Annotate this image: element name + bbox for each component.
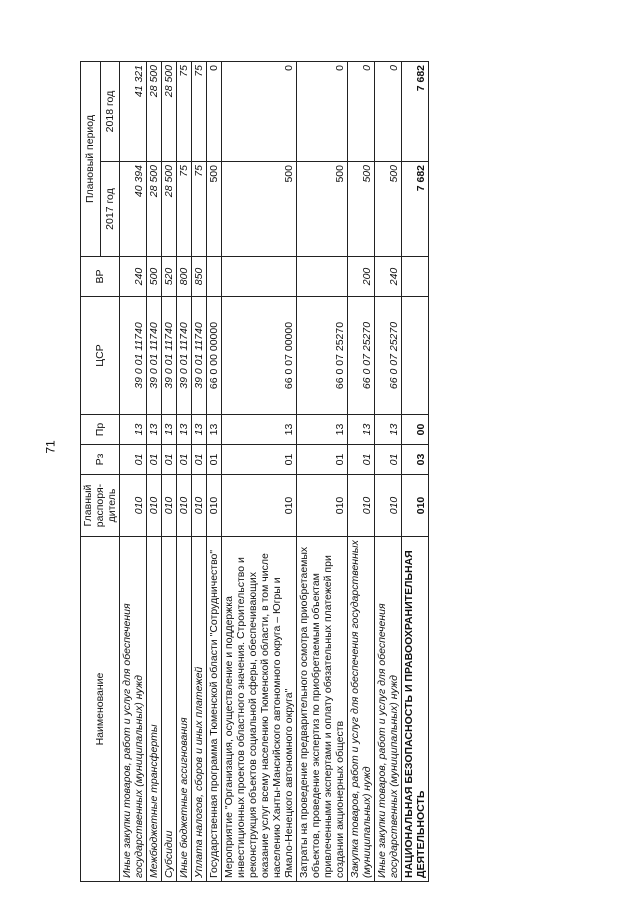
cell-rz: 01	[147, 445, 162, 475]
cell-y2017: 500	[297, 162, 348, 257]
cell-pr: 00	[402, 415, 429, 445]
cell-y2018: 75	[177, 62, 192, 162]
rotated-page	[80, 62, 560, 882]
cell-y2018: 41 321	[120, 62, 147, 162]
cell-csr: 39 0 01 11740	[192, 297, 207, 415]
cell-admin: 010	[207, 475, 222, 537]
cell-csr: 66 0 00 00000	[207, 297, 222, 415]
table-row	[348, 62, 375, 882]
cell-vr	[297, 257, 348, 297]
cell-y2018: 0	[375, 62, 402, 162]
cell-admin: 010	[177, 475, 192, 537]
cell-rz: 01	[162, 445, 177, 475]
cell-y2017: 500	[375, 162, 402, 257]
cell-name: Закупка товаров, работ и услуг для обеспечения государственных (муниципальных) нужд	[348, 537, 375, 882]
cell-name: НАЦИОНАЛЬНАЯ БЕЗОПАСНОСТЬ И ПРАВООХРАНИТЕЛЬНАЯ ДЕЯТЕЛЬНОСТЬ	[402, 537, 429, 882]
cell-admin: 010	[192, 475, 207, 537]
cell-y2017: 75	[192, 162, 207, 257]
cell-pr: 13	[192, 415, 207, 445]
cell-admin: 010	[222, 475, 297, 537]
cell-y2018: 28 500	[147, 62, 162, 162]
cell-vr: 240	[120, 257, 147, 297]
table-row	[375, 62, 402, 882]
cell-vr	[402, 257, 429, 297]
table-row	[162, 62, 177, 882]
cell-csr: 39 0 01 11740	[177, 297, 192, 415]
cell-admin: 010	[120, 475, 147, 537]
cell-pr: 13	[348, 415, 375, 445]
cell-admin: 010	[297, 475, 348, 537]
table-row	[297, 62, 348, 882]
cell-admin: 010	[147, 475, 162, 537]
cell-y2017: 28 500	[162, 162, 177, 257]
cell-y2018: 28 500	[162, 62, 177, 162]
cell-pr: 13	[147, 415, 162, 445]
table-row	[192, 62, 207, 882]
header-2018: 2018 год	[100, 62, 120, 162]
cell-vr	[222, 257, 297, 297]
cell-y2017: 500	[348, 162, 375, 257]
header-pr: Пр	[81, 415, 120, 445]
cell-name: Государственная программа Тюменской области "Сотрудничество"	[207, 537, 222, 882]
cell-name: Уплата налогов, сборов и иных платежей	[192, 537, 207, 882]
cell-vr: 520	[162, 257, 177, 297]
cell-y2017: 75	[177, 162, 192, 257]
cell-csr	[402, 297, 429, 415]
cell-y2018: 0	[297, 62, 348, 162]
cell-y2018: 7 682	[402, 62, 429, 162]
cell-name: Межбюджетные трансферты	[147, 537, 162, 882]
header-2017: 2017 год	[100, 162, 120, 257]
cell-admin: 010	[402, 475, 429, 537]
budget-table	[80, 61, 429, 882]
cell-y2017: 500	[207, 162, 222, 257]
cell-rz: 01	[177, 445, 192, 475]
cell-rz: 03	[402, 445, 429, 475]
cell-csr: 39 0 01 11740	[120, 297, 147, 415]
cell-csr: 39 0 01 11740	[147, 297, 162, 415]
cell-pr: 13	[375, 415, 402, 445]
cell-rz: 01	[120, 445, 147, 475]
cell-y2017: 40 394	[120, 162, 147, 257]
cell-vr: 800	[177, 257, 192, 297]
cell-rz: 01	[375, 445, 402, 475]
header-vr: ВР	[81, 257, 120, 297]
cell-name: Мероприятие "Организация, осуществление и поддержка инвестиционных проектов областного значения. Строительство и реконструкция объектов социальной сферы, обеспечивающих оказание услуг всему населению Тюменской области, в том числе населению Ханты-Мансийского автономного округа – Югры и Ямало-Ненецкого автономного округа"	[222, 537, 297, 882]
cell-name: Иные закупки товаров, работ и услуг для обеспечения государственных (муниципальных) нужд	[375, 537, 402, 882]
table-row	[222, 62, 297, 882]
cell-y2018: 0	[348, 62, 375, 162]
table-row	[177, 62, 192, 882]
cell-name: Субсидии	[162, 537, 177, 882]
table-row	[207, 62, 222, 882]
table-row	[147, 62, 162, 882]
cell-admin: 010	[375, 475, 402, 537]
cell-name: Иные закупки товаров, работ и услуг для обеспечения государственных (муниципальных) нужд	[120, 537, 147, 882]
cell-y2018: 0	[207, 62, 222, 162]
page-number: 71	[43, 440, 58, 454]
cell-pr: 13	[297, 415, 348, 445]
cell-pr: 13	[222, 415, 297, 445]
header-name: Наименование	[81, 537, 120, 882]
cell-csr: 39 0 01 11740	[162, 297, 177, 415]
cell-vr: 240	[375, 257, 402, 297]
cell-y2017: 7 682	[402, 162, 429, 257]
cell-rz: 01	[207, 445, 222, 475]
header-plan-period: Плановый период	[81, 62, 101, 257]
cell-rz: 01	[348, 445, 375, 475]
table-row	[402, 62, 429, 882]
table-body	[120, 62, 429, 882]
cell-csr: 66 0 07 00000	[222, 297, 297, 415]
cell-y2018: 75	[192, 62, 207, 162]
header-admin: Главный распоря-дитель	[81, 475, 120, 537]
cell-name: Затраты на проведение предварительного осмотра приобретаемых объектов, проведение экспертиз по приобретаемым объектам привлеченными экспертами и оплату обязательных платежей при создании акционерных обществ	[297, 537, 348, 882]
cell-admin: 010	[162, 475, 177, 537]
cell-vr: 200	[348, 257, 375, 297]
cell-y2018: 0	[222, 62, 297, 162]
cell-rz: 01	[222, 445, 297, 475]
cell-pr: 13	[207, 415, 222, 445]
cell-csr: 66 0 07 25270	[297, 297, 348, 415]
cell-y2017: 500	[222, 162, 297, 257]
header-rz: Рз	[81, 445, 120, 475]
cell-y2017: 28 500	[147, 162, 162, 257]
cell-csr: 66 0 07 25270	[375, 297, 402, 415]
cell-rz: 01	[297, 445, 348, 475]
cell-pr: 13	[120, 415, 147, 445]
cell-name: Иные бюджетные ассигнования	[177, 537, 192, 882]
cell-admin: 010	[348, 475, 375, 537]
cell-vr: 850	[192, 257, 207, 297]
cell-rz: 01	[192, 445, 207, 475]
cell-pr: 13	[177, 415, 192, 445]
cell-csr: 66 0 07 25270	[348, 297, 375, 415]
cell-vr: 500	[147, 257, 162, 297]
table-row	[120, 62, 147, 882]
cell-vr	[207, 257, 222, 297]
cell-pr: 13	[162, 415, 177, 445]
header-csr: ЦСР	[81, 297, 120, 415]
